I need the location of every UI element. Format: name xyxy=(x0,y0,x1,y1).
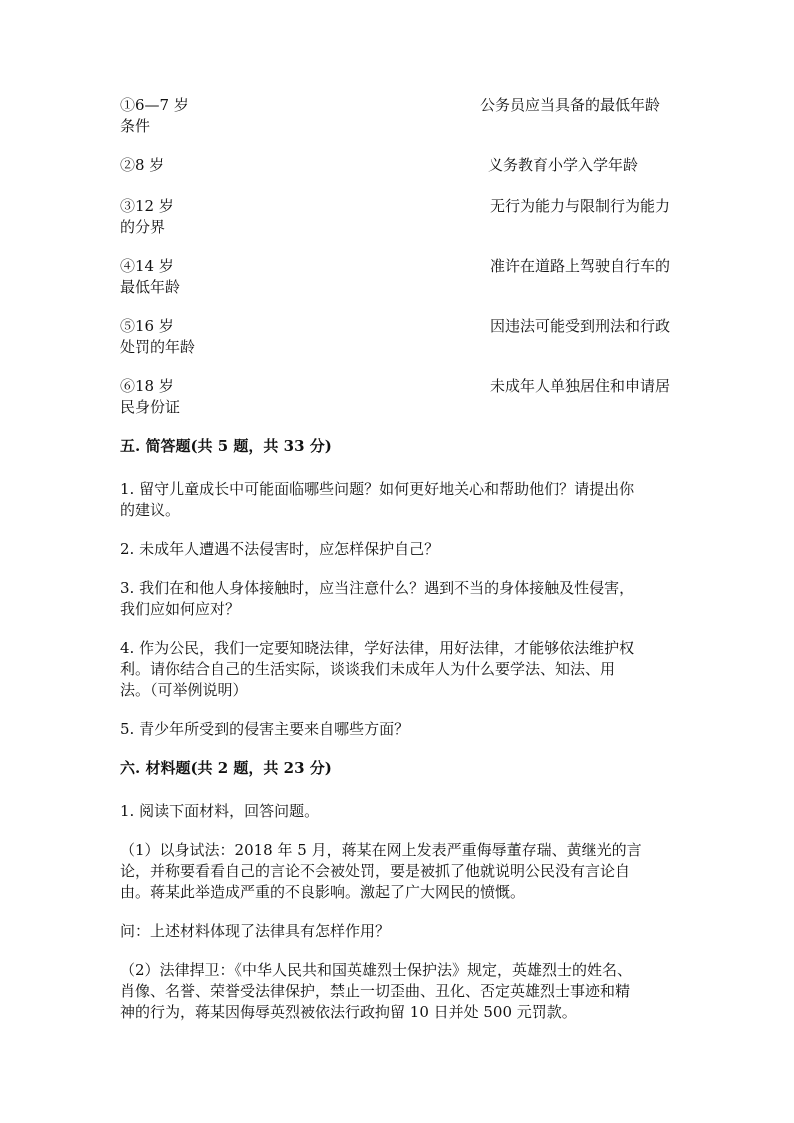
matching-age: ④14 岁 xyxy=(120,257,174,275)
question-text-line: 的建议。 xyxy=(120,501,181,519)
matching-description-continued: 条件 xyxy=(120,117,151,135)
matching-age: ③12 岁 xyxy=(120,197,174,215)
material-text-line: （2）法律捍卫：《中华人民共和国英雄烈士保护法》规定，英雄烈士的姓名、 xyxy=(120,961,633,979)
matching-age: ⑥18 岁 xyxy=(120,377,174,395)
matching-description: 未成年人单独居住和申请居 xyxy=(489,377,670,395)
matching-row-6 xyxy=(120,376,670,418)
matching-age: ②8 岁 xyxy=(120,156,165,174)
matching-row-3 xyxy=(120,196,670,238)
material-text-line: 神的行为，蒋某因侮辱英烈被依法行政拘留 10 日并处 500 元罚款。 xyxy=(120,1003,577,1021)
matching-description: 义务教育小学入学年龄 xyxy=(487,156,638,174)
matching-age: ⑤16 岁 xyxy=(120,317,174,335)
matching-description: 准许在道路上驾驶自行车的 xyxy=(489,257,670,275)
matching-description-continued: 的分界 xyxy=(120,218,166,236)
question-text-line: 我们应如何应对？ xyxy=(120,600,241,618)
matching-description: 无行为能力与限制行为能力 xyxy=(489,197,670,215)
question-text-line: 4. 作为公民，我们一定要知晓法律，学好法律，用好法律，才能够依法维护权 xyxy=(120,639,635,657)
question-text-line: 法。（可举例说明） xyxy=(120,681,248,699)
section-5-question-3 xyxy=(120,578,670,620)
matching-row-5 xyxy=(120,316,670,358)
section-6-title: 六. 材料题(共 2 题，共 23 分) xyxy=(120,759,332,777)
section-5-question-4 xyxy=(120,638,670,701)
matching-row-4 xyxy=(120,256,670,298)
section-5-title: 五. 简答题(共 5 题，共 33 分) xyxy=(120,437,332,455)
matching-description: 因违法可能受到刑法和行政 xyxy=(489,317,670,335)
material-2 xyxy=(120,960,670,1023)
material-text-line: 论，并称要看看自己的言论不会被处罚，要是被抓了他就说明公民没有言论自 xyxy=(120,862,631,880)
material-1-question: 问：上述材料体现了法律具有怎样作用？ xyxy=(120,922,391,940)
matching-description-continued: 处罚的年龄 xyxy=(120,338,196,356)
question-text-line: 1. 留守儿童成长中可能面临哪些问题？如何更好地关心和帮助他们？请提出你 xyxy=(120,480,635,498)
material-text-line: 肖像、名誉、荣誉受法律保护，禁止一切歪曲、丑化、否定英雄烈士事迹和精 xyxy=(120,982,631,1000)
section-6-question-1: 1. 阅读下面材料，回答问题。 xyxy=(120,802,320,820)
matching-description: 公务员应当具备的最低年龄 xyxy=(479,96,660,114)
material-text-line: （1）以身试法：2018 年 5 月，蒋某在网上发表严重侮辱董存瑞、黄继光的言 xyxy=(120,841,642,859)
question-text-line: 3. 我们在和他人身体接触时，应当注意什么？遇到不当的身体接触及性侵害， xyxy=(120,579,635,597)
matching-description-continued: 最低年龄 xyxy=(120,278,181,296)
matching-description-continued: 民身份证 xyxy=(120,398,181,416)
material-text-line: 由。蒋某此举造成严重的不良影响。激起了广大网民的愤慨。 xyxy=(120,883,526,901)
section-5-question-2: 2. 未成年人遭遇不法侵害时，应怎样保护自己？ xyxy=(120,540,440,558)
matching-row-2 xyxy=(120,155,670,176)
document-page xyxy=(120,95,670,1041)
question-text-line: 利。请你结合自己的生活实际，谈谈我们未成年人为什么要学法、知法、用 xyxy=(120,660,616,678)
matching-age: ①6—7 岁 xyxy=(120,96,189,114)
material-1 xyxy=(120,840,670,903)
matching-row-1 xyxy=(120,95,670,137)
section-5-question-1 xyxy=(120,479,670,521)
section-5-question-5: 5. 青少年所受到的侵害主要来自哪些方面？ xyxy=(120,720,410,738)
